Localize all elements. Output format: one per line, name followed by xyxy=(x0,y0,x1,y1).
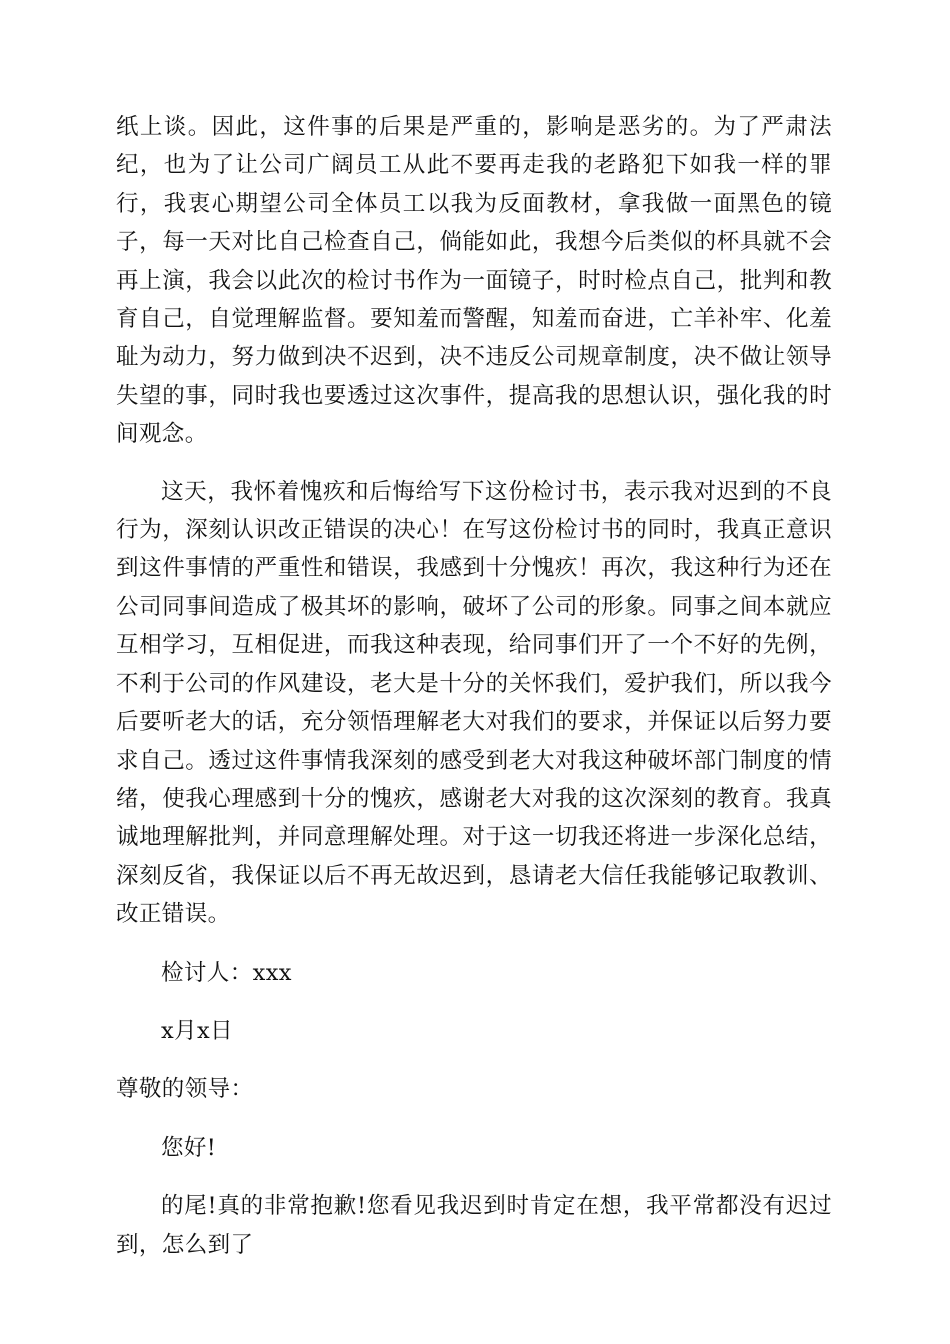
paragraph-continuation: 纸上谈。因此，这件事的后果是严重的，影响是恶劣的。为了严肃法纪，也为了让公司广阔员工从此不要再走我的老路犯下如我一样的罪行，我衷心期望公司全体员工以我为反面教材，拿我做一面黑色的镜子，每一天对比自己检查自己，倘能如此，我想今后类似的杯具就不会再上演，我会以此次的检讨书作为一面镜子，时时检点自己，批判和教育自己，自觉理解监督。要知羞而警醒，知羞而奋进，亡羊补牢、化羞耻为动力，努力做到决不迟到，决不违反公司规章制度，决不做让领导失望的事，同时我也要透过这次事件，提高我的思想认识，强化我的时间观念。 xyxy=(116,114,832,448)
greeting: 您好! xyxy=(161,1134,217,1161)
salutation: 尊敬的领导： xyxy=(116,1076,254,1103)
paragraph-closing-fragment: 的尾!真的非常抱歉!您看见我迟到时肯定在想，我平常都没有迟过到，怎么到了 xyxy=(116,1193,832,1258)
date-line: x月x日 xyxy=(161,1017,233,1044)
paragraph-apology-body: 这天，我怀着愧疚和后悔给写下这份检讨书，表示我对迟到的不良行为，深刻认识改正错误的决心！在写这份检讨书的同时，我真正意识到这件事情的严重性和错误，我感到十分愧疚！再次，我这种行为还在公司同事间造成了极其坏的影响，破坏了公司的形象。同事之间本就应互相学习，互相促进，而我这种表现，给同事们开了一个不好的先例，不利于公司的作风建设，老大是十分的关怀我们，爱护我们，所以我今后要听老大的话，充分领悟理解老大对我们的要求，并保证以后努力要求自己。透过这件事情我深刻的感受到老大对我这种破坏部门制度的情绪，使我心理感到十分的愧疚，感谢老大对我的这次深刻的教育。我真诚地理解批判，并同意理解处理。对于这一切我还将进一步深化总结，深刻反省，我保证以后不再无故迟到，恳请老大信任我能够记取教训、改正错误。 xyxy=(116,478,832,928)
signature-line: 检讨人：xxx xyxy=(161,959,292,986)
document-page xyxy=(116,108,832,1264)
